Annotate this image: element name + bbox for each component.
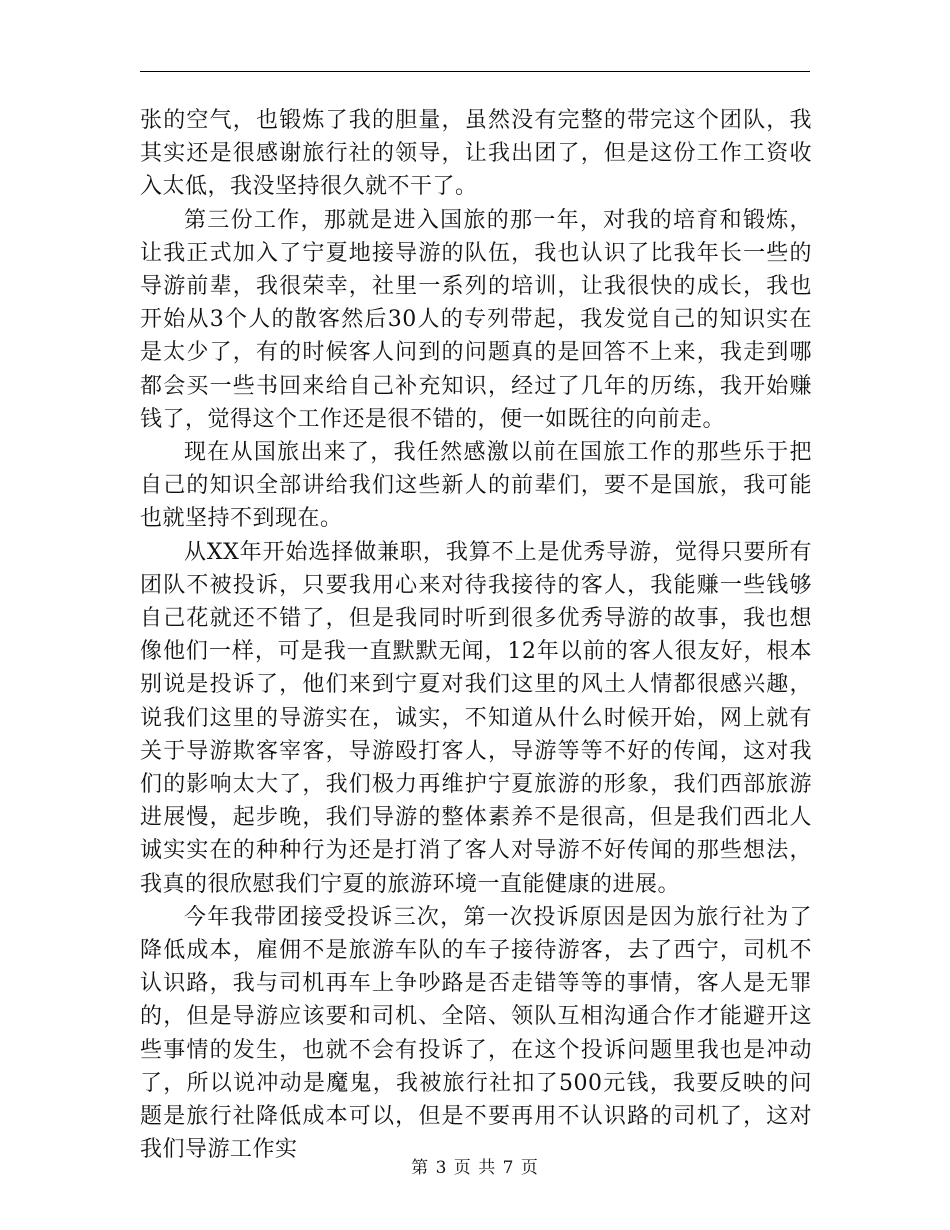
document-body [140, 104, 812, 1167]
header-rule [140, 71, 810, 72]
paragraph-3: 现在从国旅出来了，我任然感激以前在国旅工作的那些乐于把自己的知识全部讲给我们这些新人的前辈们，要不是国旅，我可能也就坚持不到现在。 [140, 440, 812, 532]
paragraph-2: 第三份工作，那就是进入国旅的那一年，对我的培育和锻炼，让我正式加入了宁夏地接导游的队伍，我也认识了比我年长一些的导游前辈，我很荣幸，社里一系列的培训，让我很快的成长，我也开始从3个人的散客然后30人的专列带起，我发觉自己的知识实在是太少了，有的时候客人问到的问题真的是回答不上来，我走到哪都会买一些书回来给自己补充知识，经过了几年的历练，我开始赚钱了，觉得这个工作还是很不错的，便一如既往的向前走。 [140, 207, 812, 432]
paragraph-1: 张的空气，也锻炼了我的胆量，虽然没有完整的带完这个团队，我其实还是很感谢旅行社的领导，让我出团了，但是这份工作工资收入太低，我没坚持很久就不干了。 [140, 108, 812, 200]
page-number-footer: 第 3 页 共 7 页 [411, 1158, 539, 1178]
paragraph-4: 从XX年开始选择做兼职，我算不上是优秀导游，觉得只要所有团队不被投诉，只要我用心来对待我接待的客人，我能赚一些钱够自己花就还不错了，但是我同时听到很多优秀导游的故事，我也想像他们一样，可是我一直默默无闻，12年以前的客人很友好，根本别说是投诉了，他们来到宁夏对我们这里的风土人情都很感兴趣，说我们这里的导游实在，诚实，不知道从什么时候开始，网上就有关于导游欺客宰客，导游殴打客人，导游等等不好的传闻，这对我们的影响太大了，我们极力再维护宁夏旅游的形象，我们西部旅游进展慢，起步晚，我们导游的整体素养不是很高，但是我们西北人诚实实在的种种行为还是打消了客人对导游不好传闻的那些想法，我真的很欣慰我们宁夏的旅游环境一直能健康的进展。 [140, 539, 812, 897]
paragraph-5: 今年我带团接受投诉三次，第一次投诉原因是因为旅行社为了降低成本，雇佣不是旅游车队的车子接待游客，去了西宁，司机不认识路，我与司机再车上争吵路是否走错等等的事情，客人是无罪的，但是导游应该要和司机、全陪、领队互相沟通合作才能避开这些事情的发生，也就不会有投诉了，在这个投诉问题里我也是冲动了，所以说冲动是魔鬼，我被旅行社扣了500元钱，我要反映的问题是旅行社降低成本可以，但是不要再用不认识路的司机了，这对我们导游工作实 [140, 904, 812, 1163]
